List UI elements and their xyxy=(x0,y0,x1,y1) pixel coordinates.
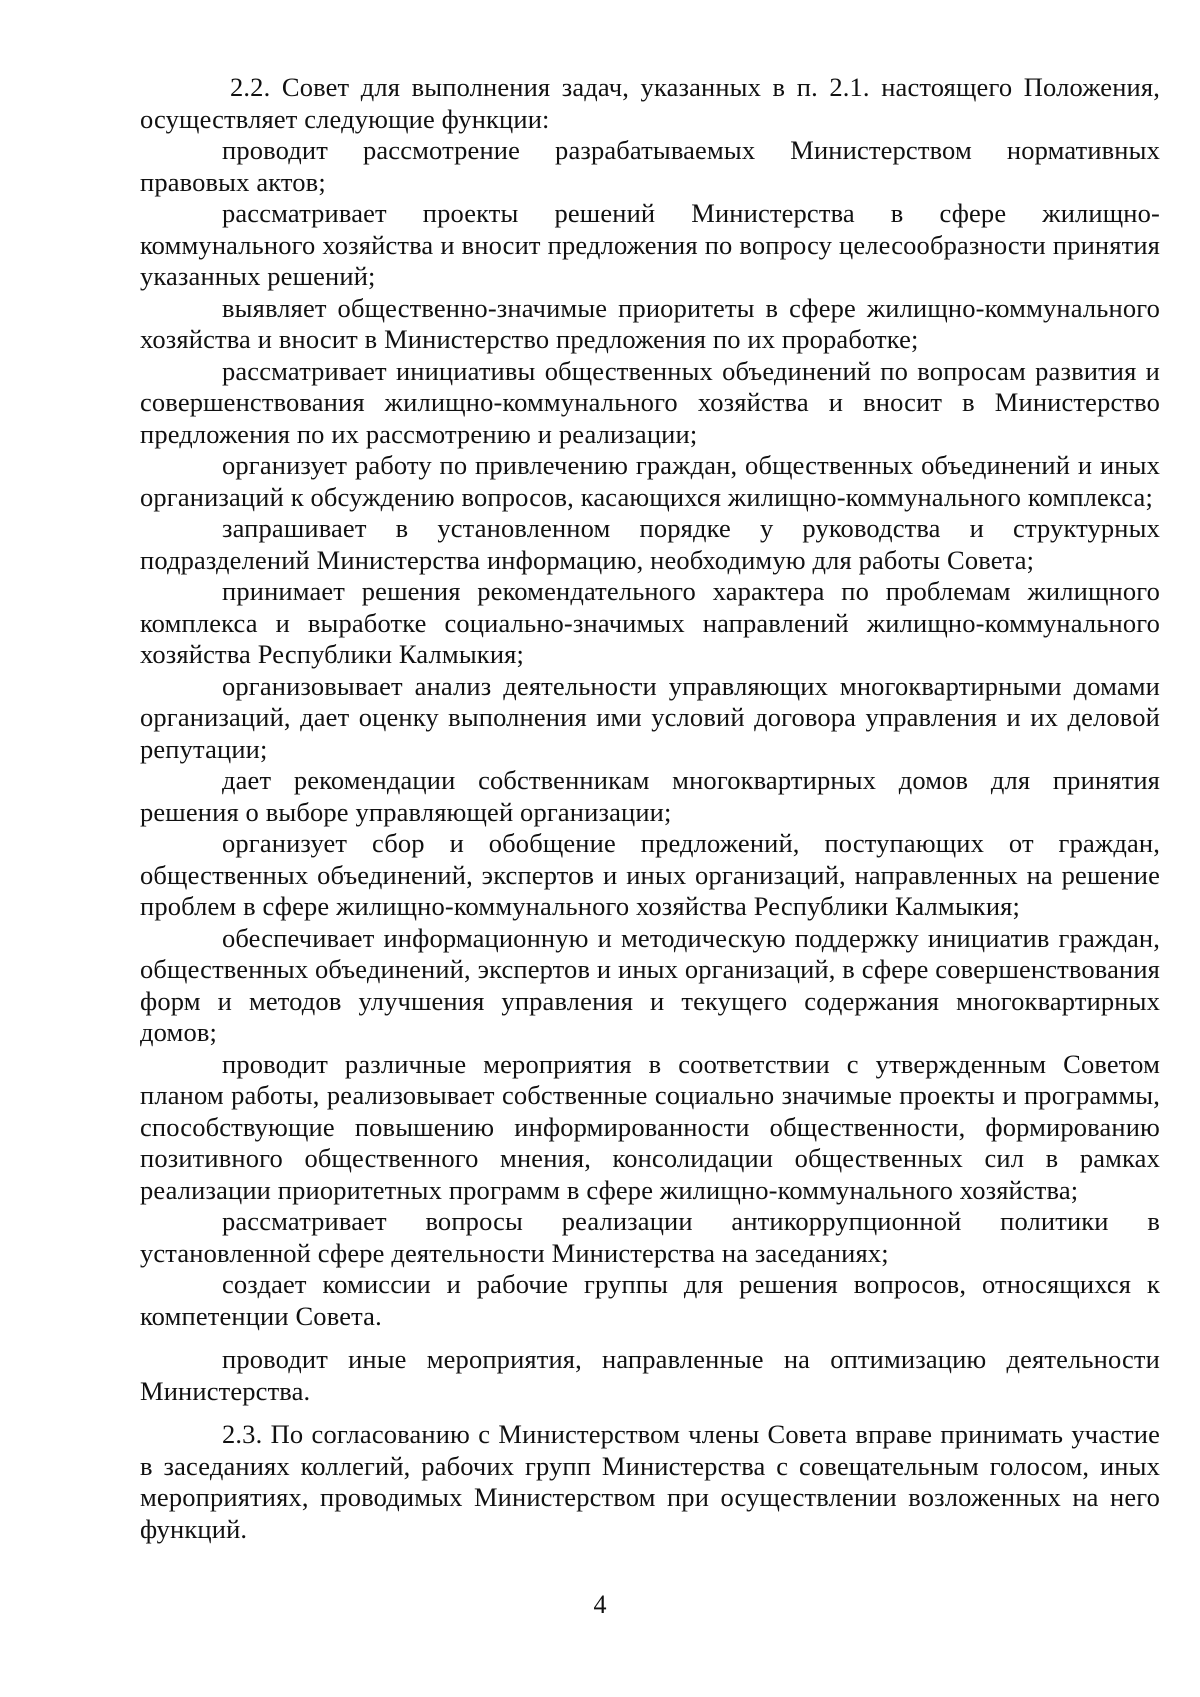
function-item: рассматривает инициативы общественных объединений по вопросам развития и совершенствования жилищно-коммунального хозяйства и вносит в Министерство предложения по их рассмотрению и реализации; xyxy=(140,355,1160,449)
function-item: организует сбор и обобщение предложений, поступающих от граждан, общественных объединений, экспертов и иных организаций, направленных на решение проблем в сфере жилищно-коммунального хозяйства Республики Калмыкия; xyxy=(140,828,1160,921)
function-item: рассматривает вопросы реализации антикоррупционной политики в установленной сфере деятельности Министерства на заседаниях; xyxy=(140,1206,1160,1268)
function-item: выявляет общественно-значимые приоритеты в сфере жилищно-коммунального хозяйства и вносит в Министерство предложения по их проработке; xyxy=(140,292,1160,354)
page-number: 4 xyxy=(593,1590,607,1619)
function-item: создает комиссии и рабочие группы для решения вопросов, относящихся к компетенции Совета. xyxy=(140,1269,1160,1331)
document-body xyxy=(140,72,1160,1545)
function-item: проводит различные мероприятия в соответствии с утвержденным Советом планом работы, реализовывает собственные социально значимые проекты и программы, способствующие повышению информированности общественности, формированию позитивного общественного мнения, консолидации общественных сил в рамках реализации приоритетных программ в сфере жилищно-коммунального хозяйства; xyxy=(140,1048,1160,1205)
paragraph-2-3: 2.3. По согласованию с Министерством члены Совета вправе принимать участие в заседаниях коллегий, рабочих групп Министерства с совещательным голосом, иных мероприятиях, проводимых Министерством при осуществлении возложенных на него функций. xyxy=(140,1419,1160,1544)
function-item: обеспечивает информационную и методическую поддержку инициатив граждан, общественных объединений, экспертов и иных организаций, в сфере совершенствования форм и методов улучшения управления и текущего содержания многоквартирных домов; xyxy=(140,922,1160,1047)
function-item: организовывает анализ деятельности управляющих многоквартирными домами организаций, дает оценку выполнения ими условий договора управления и их деловой репутации; xyxy=(140,670,1160,764)
function-item: рассматривает проекты решений Министерства в сфере жилищно-коммунального хозяйства и вносит предложения по вопросу целесообразности принятия указанных решений; xyxy=(140,198,1160,291)
function-item: проводит рассмотрение разрабатываемых Министерством нормативных правовых актов; xyxy=(140,135,1160,197)
function-item: организует работу по привлечению граждан, общественных объединений и иных организаций к обсуждению вопросов, касающихся жилищно-коммунального комплекса; xyxy=(140,450,1160,512)
paragraph-2-2: 2.2. Совет для выполнения задач, указанных в п. 2.1. настоящего Положения, осуществляет следующие функции: xyxy=(140,72,1160,134)
function-item: принимает решения рекомендательного характера по проблемам жилищного комплекса и выработке социально-значимых направлений жилищно-коммунального хозяйства Республики Калмыкия; xyxy=(140,576,1160,669)
function-item: проводит иные мероприятия, направленные на оптимизацию деятельности Министерства. xyxy=(140,1344,1160,1406)
function-item: запрашивает в установленном порядке у руководства и структурных подразделений Министерства информацию, необходимую для работы Совета; xyxy=(140,513,1160,575)
function-item: дает рекомендации собственникам многоквартирных домов для принятия решения о выборе управляющей организации; xyxy=(140,765,1160,827)
